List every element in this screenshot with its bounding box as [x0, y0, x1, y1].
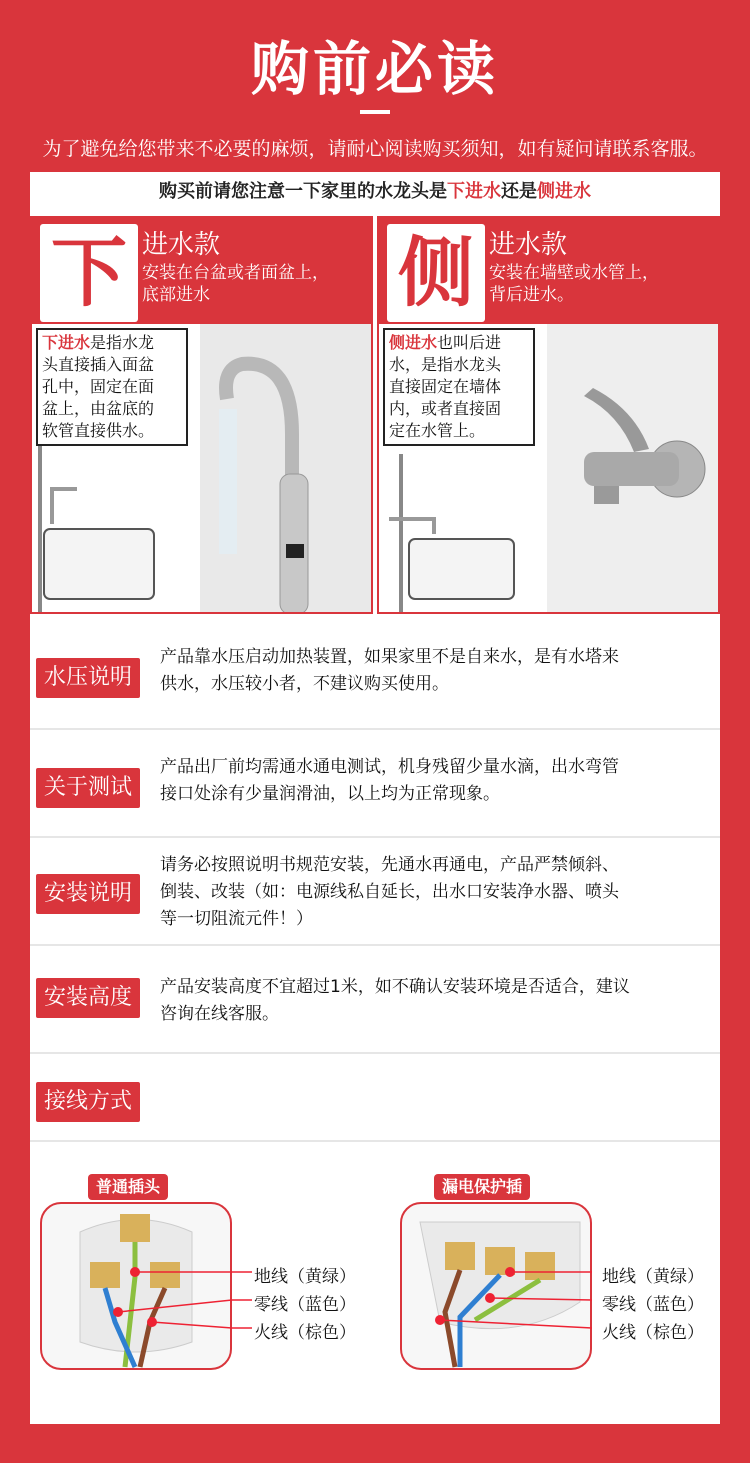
note-tag: 安装说明 [36, 874, 140, 914]
plug-name-leakage: 漏电保护插 [434, 1174, 530, 1200]
leakage-plug-icon [400, 1202, 592, 1370]
note-text: 产品安装高度不宜超过1米，如不确认安装环境是否适合，建议 咨询在线客服。 [160, 977, 630, 1024]
note-tag: 水压说明 [36, 658, 140, 698]
question-mid: 还是 [501, 181, 537, 202]
note-row [30, 732, 720, 838]
wire-label-ground: 地线（黄绿） [254, 1267, 356, 1287]
type-desc-line: 安装在墙壁或水管上， [489, 263, 659, 283]
plug-name-standard: 普通插头 [88, 1174, 168, 1200]
type-name: 进水款 [489, 230, 568, 260]
callout-side-inlet: 侧进水也叫后进 水，是指水龙头 直接固定在墙体 内，或者直接固 定在水管上。 [383, 328, 535, 446]
type-desc-line: 背后进水。 [489, 285, 574, 305]
illustration-bottom-inlet [30, 322, 373, 614]
type-desc-line: 底部进水 [142, 285, 210, 305]
page-title: 购前必读 [250, 35, 499, 103]
title-underline [360, 110, 390, 114]
intro-text: 为了避免给您带来不必要的麻烦，请耐心阅读购买须知，如有疑问请联系客服。 [42, 138, 708, 160]
wire-label-ground: 地线（黄绿） [602, 1267, 704, 1287]
note-text: 产品靠水压启动加热装置，如果家里不是自来水，是有水塔来 供水，水压较小者，不建议购买使用。 [160, 647, 619, 694]
standard-plug-icon [40, 1202, 232, 1370]
illustration-side-inlet [377, 322, 720, 614]
note-row [30, 624, 720, 730]
wire-label-live: 火线（棕色） [254, 1323, 356, 1343]
wiring-title: 接线方式 [36, 1082, 140, 1122]
question-prefix: 购买前请您注意一下家里的水龙头是 [159, 181, 447, 202]
question-option-side: 侧进水 [537, 181, 591, 202]
type-name: 进水款 [142, 230, 221, 260]
note-text: 产品出厂前均需通水通电测试，机身残留少量水滴，出水弯管 接口处涂有少量润滑油，以上均为正常现象。 [160, 757, 619, 804]
divider [30, 1140, 720, 1142]
wire-label-neutral: 零线（蓝色） [602, 1295, 704, 1315]
faucet-question [30, 172, 720, 212]
note-row [30, 948, 720, 1054]
note-row [30, 840, 720, 946]
callout-bottom-inlet: 下进水是指水龙 头直接插入面盆 孔中，固定在面 盆上，由盆底的 软管直接供水。 [36, 328, 188, 446]
wire-label-neutral: 零线（蓝色） [254, 1295, 356, 1315]
type-big-char: 下 [40, 224, 138, 322]
leader-lines [232, 1262, 252, 1332]
type-desc-line: 安装在台盆或者面盆上， [142, 263, 329, 283]
question-option-bottom: 下进水 [447, 181, 501, 202]
content-panel [30, 172, 720, 1424]
note-tag: 安装高度 [36, 978, 140, 1018]
wire-label-live: 火线（棕色） [602, 1323, 704, 1343]
note-text: 请务必按照说明书规范安装，先通水再通电，产品严禁倾斜、 倒装、改装（如：电源线私自延长，出水口安装净水器、喷头 等一切阻流元件！） [160, 855, 619, 929]
type-big-char: 侧 [387, 224, 485, 322]
note-tag: 关于测试 [36, 768, 140, 808]
